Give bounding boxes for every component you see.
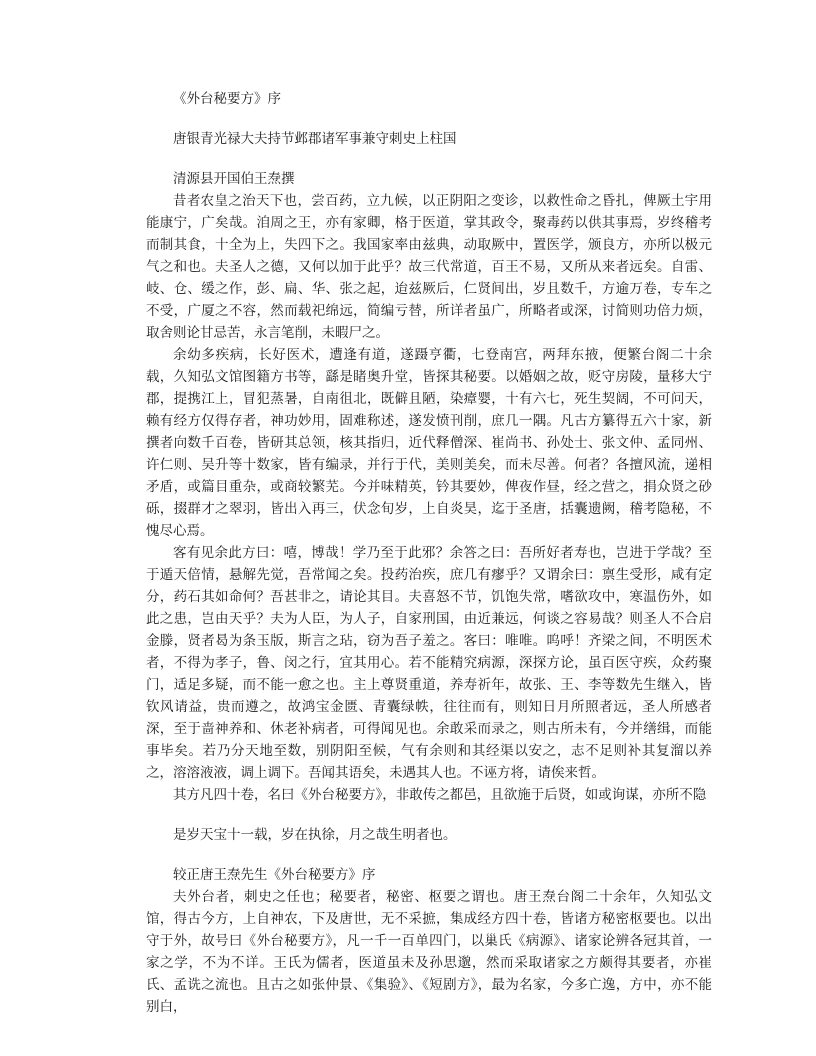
paragraph-3: 客有见余此方曰：嘻，博哉！学乃至于此邪？余答之曰：吾所好者寿也，岂进于学哉？至于遁天倍情，悬解先觉，吾常闻之矣。投药治疾，庶几有瘳乎？又谓余曰：禀生受形，咸有定分，药石其如命何？吾甚非之，请论其目。夫喜怒不节，饥饱失常，嗜欲攻中，寒温伤外，如此之患，岂由天乎？夫为人臣，为人子，自家刑国，由近兼远，何谈之容易哉？则圣人不合启金滕，贤者曷为条玉版，斯言之玷，窃为吾子羞之。客曰：唯唯。呜呼！齐梁之间，不明医术者，不得为孝子，鲁、闵之行，宜其用心。若不能精究病源，深探方论，虽百医守疾，众药聚门，适足多疑，而不能一愈之也。主上尊贤重道，养寿祈年，故张、王、李等数先生继入，皆钦风请益，贵而遵之，故鸿宝金匮、青囊绿帙，往往而有，则知日月所照者远，圣人所感者深，至于啬神养和、休老补病者，可得闻见也。余敢采而录之，则古所未有，今并缮缉，而能事毕矣。若乃分天地至数，别阴阳至候，气有余则和其经渠以安之，志不足则补其复溜以养之，溶溶液液，调上调下。吾闻其语矣，未遇其人也。不诬方将，请俟来哲。 [146,545,712,781]
date-line: 是岁天宝十一载，岁在执徐，月之哉生明者也。 [173,827,457,843]
volumes-line: 其方凡四十卷，名曰《外台秘要方》，非敢传之都邑，且欲施于后贤，如或询谋，亦所不隐 [173,787,707,803]
preface-title: 《外台秘要方》序 [173,91,281,107]
second-preface-title: 较正唐王焘先生《外台秘要方》序 [173,867,376,883]
paragraph-1: 昔者农皇之治天下也，尝百药，立九候，以正阴阳之变诊，以救性命之昏扎，俾厥土宇用能康宁，广矣哉。洎周之王，亦有家卿，格于医道，掌其政令，聚毒药以供其事焉，岁终稽考而制其食，十全为上，失四下之。我国家率由兹典，动取厥中，置医学，颁良方，亦所以极元气之和也。夫圣人之德，又何以加于此乎？故三代常道，百王不易，又所从来者远矣。自雷、岐、仓、缓之作，彭、扁、华、张之起，迨兹厥后，仁贤间出，岁且数千，方逾万卷，专车之不受，广厦之不容，然而载祀绵远，简编亏替，所详者虽广，所略者或深，讨简则功倍力烦，取舍则论甘忌苦，永言笔削，未暇尸之。 [146,193,712,341]
author-title: 唐银青光禄大夫持节邺郡诸军事兼守刺史上柱国 [173,131,457,147]
author-name: 清源县开国伯王焘撰 [173,171,295,187]
document-page [146,88,712,1018]
second-paragraph: 夫外台者，刺史之任也；秘要者，秘密、枢要之谓也。唐王焘台阁二十余年，久知弘文馆，得古今方，上自神农，下及唐世，无不采摭，集成经方四十卷，皆诸方秘密枢要也。以出守于外，故号曰《外台秘要方》，凡一千一百单四门，以巢氏《病源》、诸家论辨各冠其首，一家之学，不为不详。王氏为儒者，医道虽未及孙思邈，然而采取诸家之方颇得其要者，亦崔氏、孟诜之流也。且古之如张仲景、《集验》、《短剧方》，最为名家，今多亡逸，方中，亦不能别白， [146,889,712,1015]
paragraph-2: 余幼多疾病，长好医术，遭逢有道，遂蹑亨衢，七登南宫，两拜东掖，便繁台阁二十余载，久知弘文馆图籍方书等，繇是睹奥升堂，皆探其秘要。以婚姻之故，贬守房陵，量移大宁郡，提携江上，冒犯蒸暑，自南徂北，既僻且陋，染瘴婴，十有六七，死生契阔，不可问天，赖有经方仅得存者，神功妙用，固难称述，遂发愤刊削，庶几一隅。凡古方纂得五六十家，新撰者向数千百卷，皆研其总领，核其指归，近代释僧深、崔尚书、孙处士、张文仲、孟同州、许仁则、吴升等十数家，皆有编录，并行于代，美则美矣，而未尽善。何者？各擅风流，递相矛盾，或篇目重杂，或商较繁芜。今并味精英，钤其要妙，俾夜作昼，经之营之，捐众贤之砂砾，掇群才之翠羽，皆出入再三，伏念旬岁，上自炎昊，迄于圣唐，括囊遗阙，稽考隐秘，不愧尽心焉。 [146,347,712,539]
